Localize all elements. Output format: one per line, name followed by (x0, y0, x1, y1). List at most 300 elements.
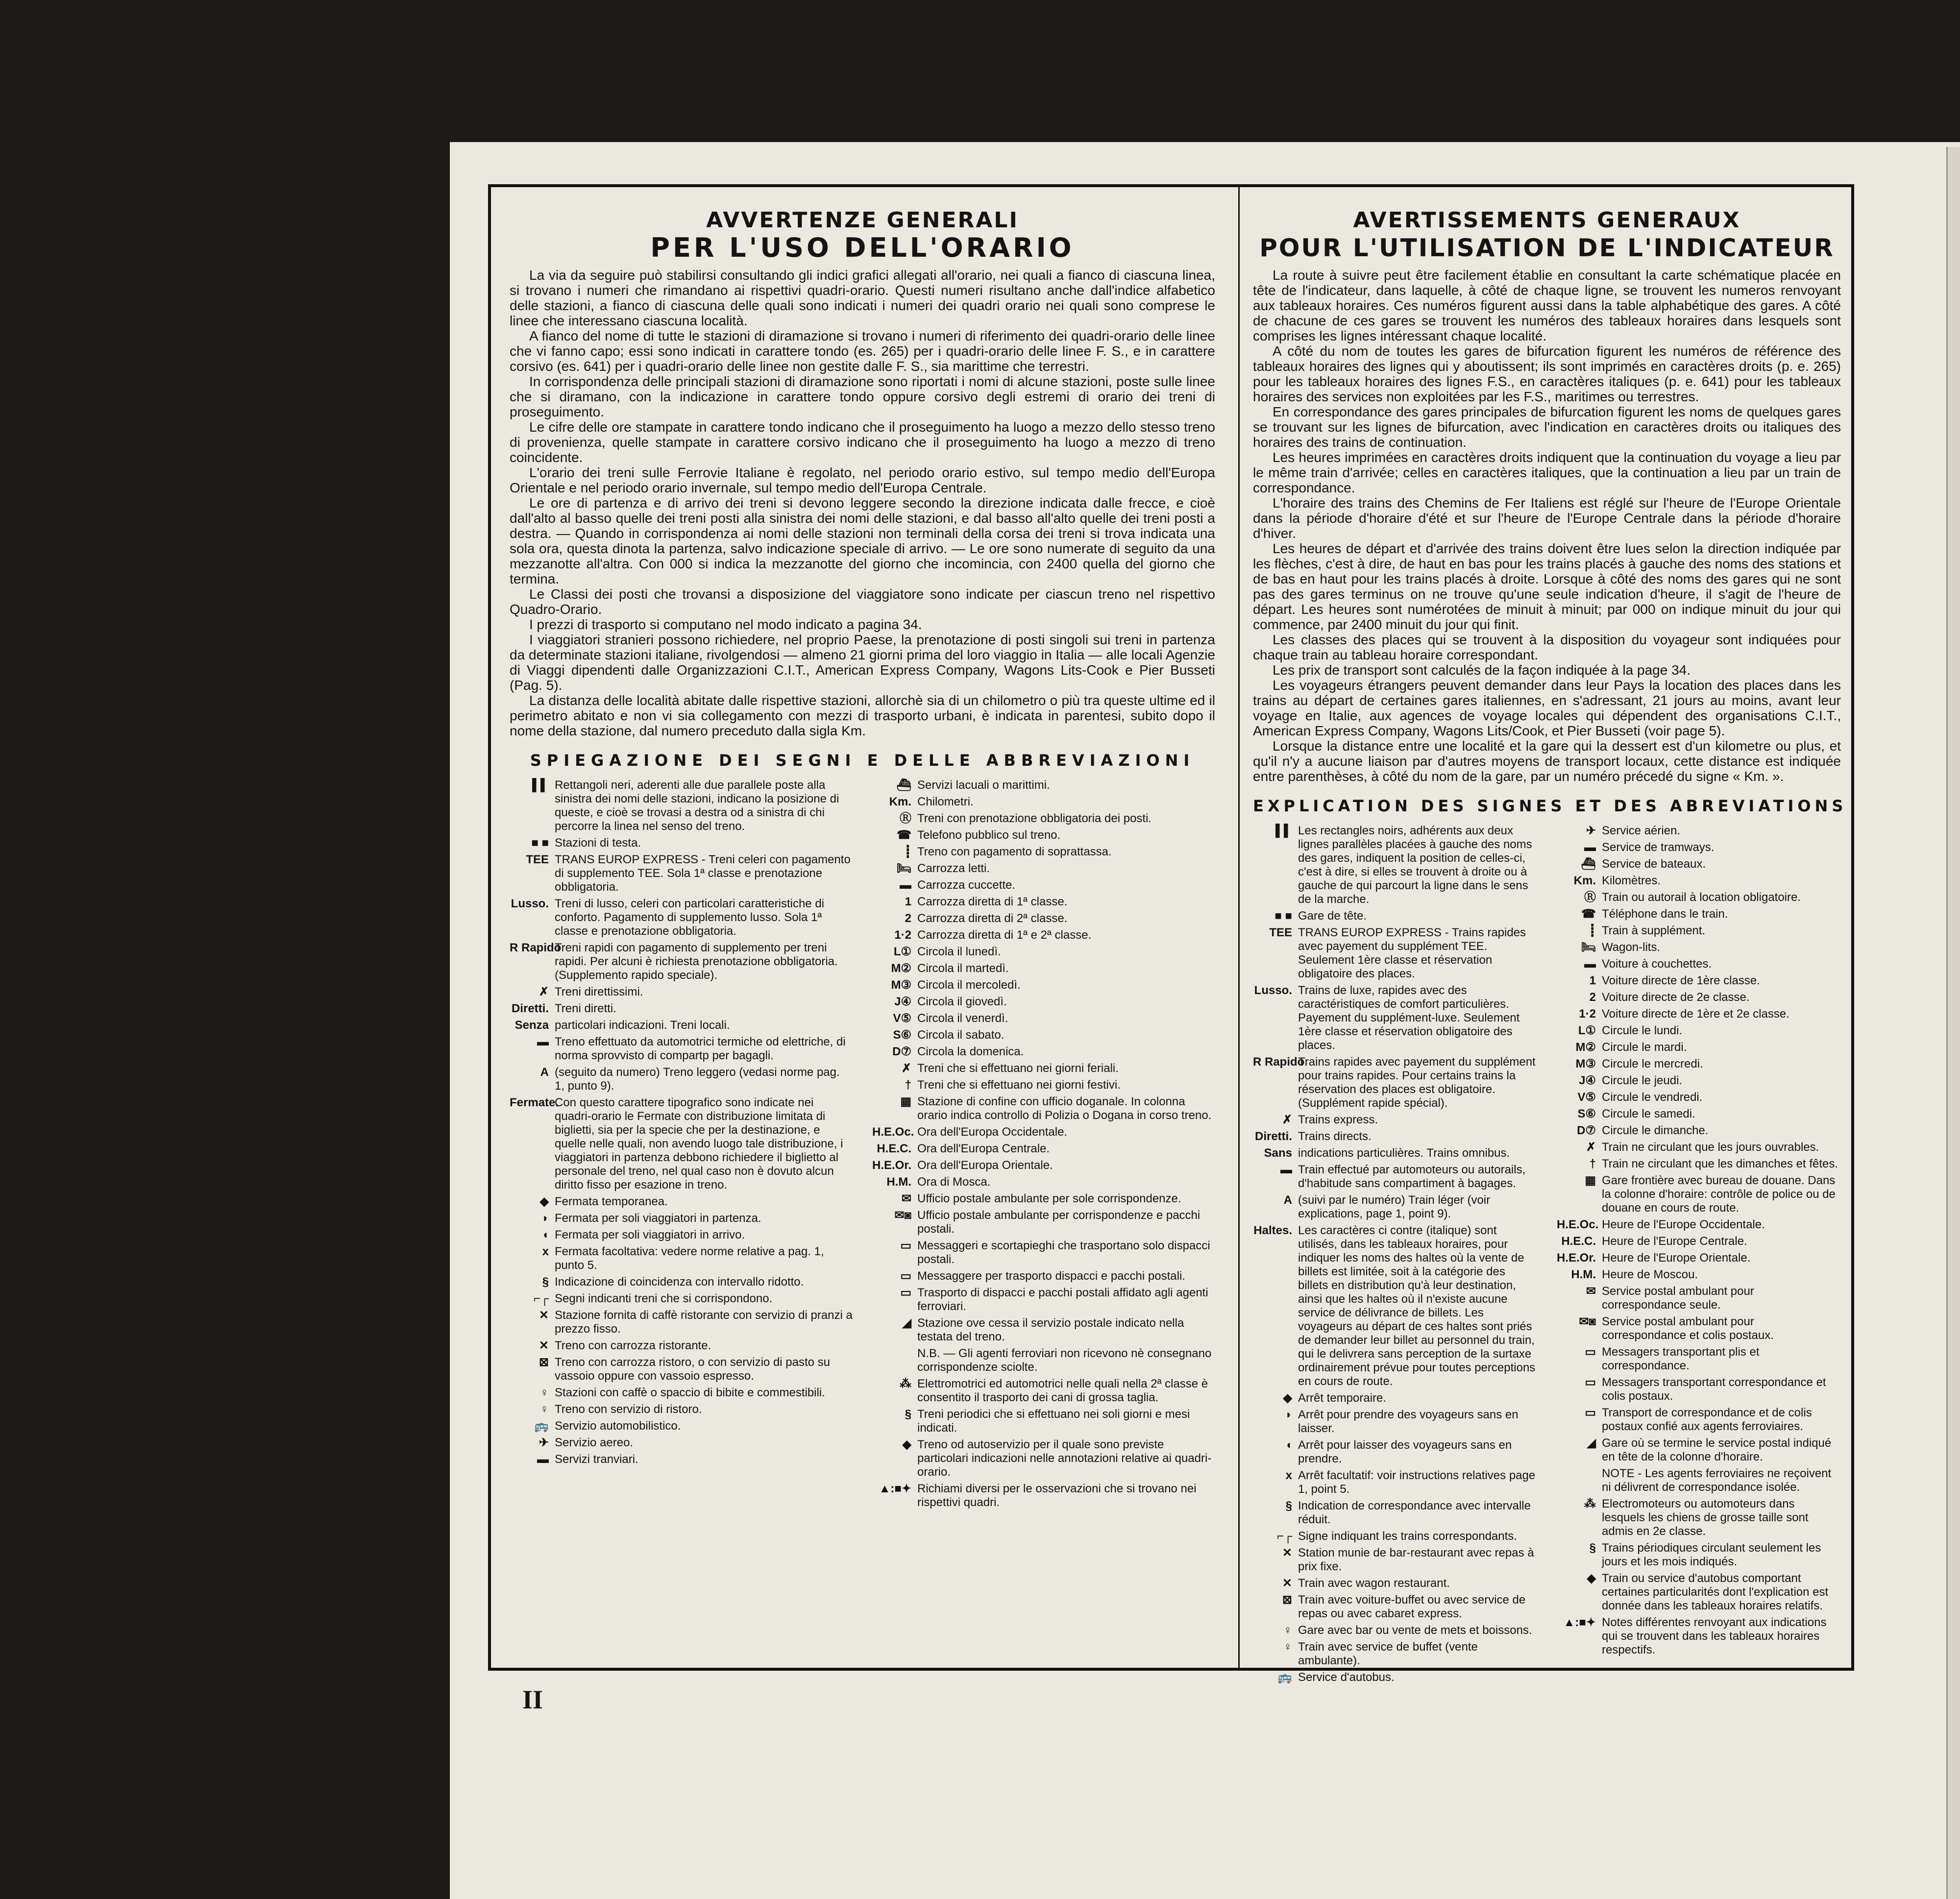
legend-text: Fermata temporanea. (555, 1195, 668, 1208)
legend-symbol: D⑦ (892, 1045, 911, 1058)
legend-item (872, 862, 1215, 876)
legend-symbol: ▲:■✦ (1563, 1616, 1596, 1629)
legend-item (872, 1192, 1215, 1206)
legend-symbol: § (542, 1275, 549, 1289)
legend-item (1557, 1174, 1841, 1215)
legend-symbol: ✕ (1282, 1577, 1292, 1590)
french-paragraphs (1253, 268, 1841, 784)
legend-text: Carrozza diretta di 1ª e 2ª classe. (917, 928, 1092, 942)
legend-text: Ufficio postale ambulante per sole corrispondenze. (917, 1192, 1181, 1205)
legend-symbol: ⊠ (539, 1356, 549, 1369)
legend-symbol: H.E.Oc. (872, 1125, 914, 1139)
legend-item (872, 978, 1215, 992)
timetable-page (450, 142, 1960, 1899)
legend-symbol: H.E.Or. (1557, 1251, 1596, 1265)
legend-symbol: Diretti. (1254, 1130, 1292, 1143)
legend-symbol: ⊠ (1282, 1593, 1292, 1607)
legend-symbol: ♀ (1283, 1640, 1292, 1654)
legend-item (510, 1309, 853, 1336)
legend-text: Servizio aereo. (555, 1436, 634, 1449)
legend-text: TRANS EUROP EXPRESS - Treni celeri con pagamento di supplemento TEE. Sola 1ª classe e prenotazione obbligatoria. (555, 853, 851, 894)
legend-item (1253, 824, 1537, 906)
legend-text: Elettromotrici ed automotrici nelle quali nella 2ª classe è consentito il trasporto dei cani di grossa taglia. (917, 1377, 1208, 1404)
legend-symbol: ✕ (1282, 1546, 1292, 1559)
legend-text: Carrozza cuccette. (917, 878, 1016, 892)
legend-item (1253, 1469, 1537, 1496)
legend-text: Gare de tête. (1298, 909, 1367, 923)
legend-text: Gare frontière avec bureau de douane. Dans la colonne d'horaire: contrôle de police ou de douane en cours de route. (1602, 1174, 1836, 1215)
legend-text: TRANS EUROP EXPRESS - Trains rapides avec payement du supplément TEE. Seulement 1ère classe et réservation obligatoire des places. (1298, 926, 1526, 980)
legend-text: Train effectué par automoteurs ou autorails, d'habitude sans compartiment à bagages. (1298, 1163, 1526, 1190)
legend-text: Kilomètres. (1602, 874, 1661, 887)
legend-text: Treno con carrozza ristoro, o con servizio di pasto su vassoio oppure con vassoio espresso. (555, 1356, 831, 1383)
legend-item (1557, 957, 1841, 971)
legend-text: Trains de luxe, rapides avec des caractéristiques de comfort particulières. Payement du supplément-luxe. Seulement 1ère classe et réservation obligatoire des places. (1298, 984, 1520, 1052)
legend-symbol: TEE (526, 853, 549, 866)
legend-text: Circule le mardi. (1602, 1041, 1687, 1054)
legend-text: Heure de Moscou. (1602, 1268, 1698, 1281)
legend-text: Signe indiquant les trains correspondants. (1298, 1530, 1517, 1543)
legend-symbol: ◗ (541, 1212, 549, 1225)
legend-text: Circola il giovedì. (917, 995, 1007, 1008)
legend-text: Segni indicanti treni che si corrispondono. (555, 1292, 773, 1305)
legend-item (872, 1347, 1215, 1374)
legend-item (510, 1275, 853, 1289)
legend-symbol: 2 (905, 912, 911, 925)
legend-symbol: ✉ (1586, 1285, 1596, 1298)
paragraph: L'orario dei treni sulle Ferrovie Italiane è regolato, nel periodo orario estivo, sul tempo medio dell'Europa Orientale e nel periodo orario invernale, sul tempo medio dell'Europa Centrale. (510, 465, 1215, 495)
legend-item (872, 845, 1215, 859)
legend-item (1253, 909, 1537, 923)
legend-text: Trains directs. (1298, 1130, 1372, 1143)
legend-symbol: ▬ (1280, 1163, 1292, 1176)
legend-item (872, 962, 1215, 975)
french-legend-left (1253, 824, 1537, 1687)
legend-item (872, 828, 1215, 842)
legend-symbol: ▬ (900, 878, 911, 892)
legend-symbol: ▌▌ (1275, 824, 1292, 837)
legend-symbol: ⁂ (1584, 1497, 1596, 1510)
legend-symbol: Sans (1264, 1146, 1292, 1160)
paragraph: La distanza delle località abitate dalle rispettive stazioni, allorchè sia di un chilometro o più tra queste ultime ed il perimetro abitato e non vi sia collegamento con mezzi di trasporto urbani, è indicata in parentesi, subito dopo il nome della stazione, dal numero preceduto dalla sigla Km. (510, 693, 1215, 738)
legend-symbol: ✉◙ (894, 1209, 911, 1222)
legend-text: Arrêt temporaire. (1298, 1391, 1387, 1405)
legend-text: Heure de l'Europe Orientale. (1602, 1251, 1751, 1265)
legend-text: particolari indicazioni. Treni locali. (555, 1019, 730, 1032)
paragraph: In corrispondenza delle principali stazioni di diramazione sono riportati i nomi di alcune stazioni, poste sulle linee che si diramano, con la indicazione in carattere tondo oppure corsivo degli estremi di orario dei treni di proseguimento. (510, 374, 1215, 419)
legend-symbol: ▭ (900, 1286, 911, 1299)
paragraph: Les heures de départ et d'arrivée des trains doivent être lues selon la direction indiquée par les flèches, c'est à dire, de haut en bas pour les trains placés à gauche des noms des stations et de bas en haut pour les trains placés à droite. Lorsque à côté des noms des gares qui ne sont pas des gares terminus on ne trouve qu'une seule indication d'heure, il s'agit de l'heure de départ. Les heures sont numérotées de minuit à minuit; par 000 on indique minuit du jour qui commence, par 2400 minuit du jour qui finit. (1253, 541, 1841, 632)
legend-item (1557, 1251, 1841, 1265)
legend-text: Trains rapides avec payement du supplément pour trains rapides. Pour certains trains la réservation des places est obligatoire.(Supplément rapide spécial). (1298, 1055, 1536, 1110)
legend-symbol: 1·2 (894, 928, 911, 942)
legend-item (872, 878, 1215, 892)
paragraph: Les voyageurs étrangers peuvent demander dans leur Pays la location des places dans les trains au départ de certaines gares italiennes, en s'adressant, 21 jours au moins, avant leur voyage en Italie, aux agences de voyage locales qui dépendent des organisations C.I.T., American Express Company, Wagons Lits/Cook, et Pier Busseti (voir page 5). (1253, 678, 1841, 738)
legend-symbol: ✉ (901, 1192, 911, 1205)
italian-title-line2: PER L'USO DELL'ORARIO (650, 232, 1075, 263)
legend-item (1557, 1616, 1841, 1657)
legend-item (1557, 991, 1841, 1004)
legend-item (1253, 1530, 1537, 1543)
legend-text: Arrêt facultatif: voir instructions relatives page 1, point 5. (1298, 1469, 1536, 1496)
legend-item (872, 1316, 1215, 1344)
legend-text: Stazioni con caffè o spaccio di bibite e commestibili. (555, 1386, 825, 1399)
legend-item (872, 1125, 1215, 1139)
legend-text: Circola il martedì. (917, 962, 1009, 975)
legend-text: Circola la domenica. (917, 1045, 1024, 1058)
legend-symbol: ◆ (1587, 1572, 1596, 1585)
legend-symbol: TEE (1269, 926, 1292, 939)
legend-item (1557, 1235, 1841, 1248)
legend-symbol: J④ (1579, 1074, 1596, 1087)
legend-item (1557, 1091, 1841, 1104)
legend-symbol: ◗ (1285, 1408, 1292, 1421)
legend-symbol: Senza (514, 1019, 549, 1032)
legend-item (1557, 1497, 1841, 1538)
legend-symbol: † (905, 1078, 911, 1092)
legend-symbol: ⌐┌ (533, 1292, 549, 1305)
legend-item (872, 1062, 1215, 1075)
legend-item (1253, 1577, 1537, 1590)
legend-item (1557, 1074, 1841, 1088)
legend-symbol: ⁂ (900, 1377, 911, 1390)
legend-symbol: † (1589, 1157, 1596, 1170)
legend-symbol: ▭ (1585, 1376, 1596, 1389)
legend-item (1557, 941, 1841, 954)
legend-symbol: ▦ (900, 1095, 911, 1108)
french-legend (1253, 824, 1841, 1687)
legend-item (510, 1228, 853, 1242)
legend-symbol: ⛴ (896, 779, 911, 792)
legend-item (872, 1377, 1215, 1405)
legend-symbol: 1 (1589, 974, 1596, 987)
legend-symbol (872, 1347, 917, 1374)
legend-symbol: ✗ (1586, 1141, 1596, 1154)
italian-legend-left (510, 779, 853, 1512)
legend-item (1253, 1593, 1537, 1621)
legend-text: Treni che si effettuano nei giorni feriali. (917, 1062, 1119, 1075)
legend-symbol: V⑤ (893, 1012, 911, 1025)
legend-text: N.B. — Gli agenti ferroviari non ricevono nè consegnano corrispondenze sciolte. (917, 1347, 1212, 1374)
legend-item (1253, 1055, 1537, 1110)
legend-item (1557, 1218, 1841, 1232)
legend-text: Treni rapidi con pagamento di supplemento per treni rapidi. Per alcuni è richiesta prenotazione obbligatoria. (Supplemento rapido speciale). (555, 941, 838, 982)
legend-text: Service postal ambulant pour correspondance seule. (1602, 1285, 1754, 1312)
legend-symbol: ■ ■ (1274, 909, 1292, 923)
legend-text: Voiture à couchettes. (1602, 957, 1712, 971)
legend-item (1557, 1107, 1841, 1121)
legend-item (510, 1453, 853, 1466)
legend-symbol: 🛏 (1581, 941, 1596, 954)
legend-text: Circule le dimanche. (1602, 1124, 1709, 1137)
paragraph: En correspondance des gares principales de bifurcation figurent les noms de quelques gares se trouvant sur les lignes de bifurcation, avec l'indication en caractères droits ou italiques des horaires des trains de continuation. (1253, 404, 1841, 450)
legend-item (1253, 1671, 1537, 1684)
paragraph: Le cifre delle ore stampate in carattere tondo indicano che il proseguimento ha luogo a mezzo dello stesso treno di provenienza, quelle stampate in carattere corsivo indicano che il proseguimento ha luogo a mezzo di treno coincidente. (510, 419, 1215, 465)
legend-symbol: ✗ (539, 985, 549, 998)
legend-item (1557, 1007, 1841, 1021)
legend-item (872, 928, 1215, 942)
paragraph: A fianco del nome di tutte le stazioni di diramazione si trovano i numeri di riferimento dei quadri-orario delle linee che vi fanno capo; essi sono indicati in carattere tondo (es. 265) per i quadri-orario delle linee F. S., e in carattere corsivo (es. 641) per i quadri-orario delle linee non gestite dalle F. S., sia marittime che terrestri. (510, 328, 1215, 374)
legend-item (510, 1356, 853, 1383)
legend-item (510, 941, 853, 982)
legend-text: Ora di Mosca. (917, 1175, 991, 1189)
legend-text: Heure de l'Europe Centrale. (1602, 1235, 1747, 1248)
legend-item (1557, 1541, 1841, 1569)
legend-item (1557, 1141, 1841, 1154)
legend-symbol: 2 (1589, 991, 1596, 1004)
legend-text: Trains périodiques circulant seulement les jours et les mois indiqués. (1602, 1541, 1821, 1568)
legend-item (872, 1045, 1215, 1059)
legend-symbol: M③ (1575, 1057, 1596, 1071)
legend-symbol: ✈ (1586, 824, 1596, 837)
legend-text: indications particulières. Trains omnibus. (1298, 1146, 1510, 1160)
legend-text: Treno con servizio di ristoro. (555, 1403, 702, 1416)
italian-paragraphs (510, 268, 1215, 738)
legend-item (1253, 1391, 1537, 1405)
legend-symbol: ☎ (897, 828, 911, 842)
legend-text: Service de bateaux. (1602, 857, 1706, 871)
legend-text: (seguito da numero) Treno leggero (vedasi norme pag. 1, punto 9). (555, 1066, 840, 1093)
legend-item (872, 812, 1215, 826)
legend-text: Voiture directe de 1ère classe. (1602, 974, 1760, 987)
legend-text: Fermata facoltativa: vedere norme relative a pag. 1, punto 5. (555, 1245, 824, 1272)
legend-text: Service de tramways. (1602, 841, 1715, 854)
legend-symbol: Ⓡ (900, 812, 911, 825)
legend-item (1557, 1041, 1841, 1054)
legend-text: Servizi lacuali o marittimi. (917, 779, 1050, 792)
legend-item (510, 1195, 853, 1209)
legend-symbol: R Rapido (510, 941, 562, 954)
legend-item (872, 1159, 1215, 1172)
legend-symbol: A (540, 1066, 549, 1079)
italian-column (510, 207, 1215, 1512)
legend-item (510, 779, 853, 833)
legend-symbol: Ⓡ (1584, 891, 1596, 904)
legend-text: Treno effettuato da automotrici termiche od elettriche, di norma sprovvisto di compartp per bagagli. (555, 1035, 846, 1062)
legend-symbol: ◖ (1285, 1438, 1292, 1452)
legend-symbol: M③ (891, 978, 911, 992)
legend-item (872, 1012, 1215, 1025)
paragraph: La via da seguire può stabilirsi consultando gli indici grafici allegati all'orario, nei quali a fianco di ciascuna linea, si trovano i numeri che rimandano ai rispettivi quadri-orario. Questi numeri risultano anche dall'indice alfabetico delle stazioni, a fianco di ciascuna delle quali sono indicati i numeri dei quadri orario nei quali sono comprese le linee che interessano ciascuna località. (510, 268, 1215, 328)
legend-text: Servizio automobilistico. (555, 1419, 681, 1433)
legend-text: Train ou service d'autobus comportant certaines particularités dont l'explication est donnée dans les tableaux horaires relatifs. (1602, 1572, 1829, 1612)
legend-text: Messagers transportant plis et correspondance. (1602, 1345, 1760, 1372)
legend-item (1253, 1130, 1537, 1144)
legend-text: Circule le vendredi. (1602, 1091, 1703, 1104)
legend-text: Electromoteurs ou automoteurs dans lesquels les chiens de grosse taille sont admis en 2e classe. (1602, 1497, 1809, 1538)
legend-item (510, 1436, 853, 1450)
legend-text: Train à supplément. (1602, 924, 1706, 937)
legend-item (872, 1209, 1215, 1236)
legend-text: Circola il sabato. (917, 1028, 1004, 1042)
legend-text: Treni diretti. (555, 1002, 616, 1015)
legend-text: Train avec service de buffet (vente ambulante). (1298, 1640, 1478, 1667)
legend-text: Treni periodici che si effettuano nei soli giorni e mesi indicati. (917, 1408, 1190, 1435)
legend-text: Les caractères ci contre (italique) sont utilisés, dans les tableaux horaires, pour indiquer les noms des haltes où la vente de billets est limitée, soit à la catégorie des billets en distribution qu'à leur destination, ainsi que les haltes où il n'existe aucune service de délivrance de billets. Les voyageurs au départ de ces haltes sont priés de demander leur billet au personnel du train, qui le delivrera sans perception de la surtaxe ordinairement prévue pour toutes perceptions en cours de route. (1298, 1224, 1536, 1388)
legend-symbol: ♀ (1283, 1624, 1292, 1637)
legend-item (510, 1292, 853, 1306)
legend-item (1557, 1436, 1841, 1464)
legend-text: Treni di lusso, celeri con particolari caratteristiche di conforto. Pagamento di supplemento lusso. Sola 1ª classe e prenotazione obbligatoria. (555, 897, 824, 938)
legend-text: Circule le jeudi. (1602, 1074, 1683, 1087)
legend-item (1253, 1408, 1537, 1436)
legend-symbol: ▭ (1585, 1406, 1596, 1419)
legend-item (1557, 1285, 1841, 1312)
legend-text: Train ou autorail à location obligatoire. (1602, 891, 1801, 904)
legend-symbol: § (1589, 1541, 1596, 1555)
legend-symbol: 1·2 (1579, 1007, 1596, 1021)
legend-symbol: 🚌 (1277, 1671, 1292, 1684)
legend-item (1253, 1438, 1537, 1466)
paragraph: Lorsque la distance entre une localité et la gare qui la dessert est d'un kilometre ou plus, et qu'il n'y a aucune liaison par d'autres moyens de transport locaux, cette distance est indiquée entre parenthèses, à côté du nom de la gare, par un numéro précedé du signe « Km. ». (1253, 738, 1841, 784)
legend-text: Treno con carrozza ristorante. (555, 1339, 711, 1352)
legend-item (1557, 924, 1841, 938)
legend-text: Treni con prenotazione obbligatoria dei posti. (917, 812, 1152, 825)
legend-symbol: ✕ (539, 1309, 549, 1322)
legend-item (510, 1386, 853, 1400)
legend-item (1557, 1024, 1841, 1038)
legend-symbol: Lusso. (1254, 984, 1292, 997)
legend-symbol: Lusso. (511, 897, 549, 910)
legend-text: Ora dell'Europa Occidentale. (917, 1125, 1068, 1139)
legend-item (872, 1095, 1215, 1122)
legend-item (872, 1142, 1215, 1156)
legend-symbol: ┋ (1589, 924, 1596, 937)
legend-text: NOTE - Les agents ferroviaires ne reçoivent ni délivrent de correspondance isolée. (1602, 1467, 1832, 1494)
legend-item (872, 795, 1215, 809)
legend-text: Circola il mercoledì. (917, 978, 1021, 992)
italian-legend (510, 779, 1215, 1512)
legend-symbol: H.M. (886, 1175, 911, 1189)
legend-item (872, 1028, 1215, 1042)
legend-symbol: Diretti. (511, 1002, 549, 1015)
legend-item (1557, 841, 1841, 854)
legend-symbol: L① (893, 945, 911, 958)
legend-text: Rettangoli neri, aderenti alle due parallele poste alla sinistra dei nomi delle stazioni, indicano la posizione di queste, e cioè se trovasi a destra od a sinistra di chi percorre la linea nel senso del treno. (555, 779, 839, 833)
legend-symbol: ✗ (901, 1062, 911, 1075)
legend-symbol: D⑦ (1577, 1124, 1596, 1137)
legend-item (510, 836, 853, 850)
legend-item (1557, 1268, 1841, 1282)
legend-symbol: ♀ (540, 1386, 549, 1399)
legend-item (1253, 1113, 1537, 1127)
legend-text: Stazioni di testa. (555, 836, 641, 850)
legend-text: Carrozza diretta di 1ª classe. (917, 895, 1068, 908)
legend-symbol: Km. (1573, 874, 1596, 887)
legend-text: Arrêt pour prendre des voyageurs sans en laisser. (1298, 1408, 1519, 1435)
legend-item (1253, 1640, 1537, 1668)
legend-symbol: ▬ (537, 1453, 549, 1466)
legend-item (510, 1419, 853, 1433)
legend-item (1557, 1345, 1841, 1373)
legend-item (1557, 1057, 1841, 1071)
legend-text: Transport de correspondance et de colis postaux confié aux agents ferroviaires. (1602, 1406, 1812, 1433)
legend-item (510, 1339, 853, 1353)
legend-text: Treni direttissimi. (555, 985, 643, 998)
french-legend-right (1557, 824, 1841, 1687)
legend-text: Fermata per soli viaggiatori in partenza. (555, 1212, 761, 1225)
legend-symbol: ◢ (902, 1316, 911, 1330)
legend-symbol: ⌐┌ (1276, 1530, 1292, 1543)
legend-text: Telefono pubblico sul treno. (917, 828, 1061, 842)
legend-symbol: H.M. (1571, 1268, 1596, 1281)
legend-item (872, 945, 1215, 959)
legend-symbol: ▬ (1584, 957, 1596, 971)
french-title-line2: POUR L'UTILISATION DE L'INDICATEUR (1259, 234, 1835, 262)
legend-symbol: Km. (889, 795, 911, 808)
legend-item (1557, 1572, 1841, 1613)
column-divider (1238, 187, 1240, 1668)
legend-item (872, 995, 1215, 1009)
legend-item (510, 1066, 853, 1093)
legend-text: Servizi tranviari. (555, 1453, 638, 1466)
legend-symbol: M② (891, 962, 911, 975)
legend-text: Gare avec bar ou vente de mets et boissons. (1298, 1624, 1532, 1637)
legend-item (1557, 1467, 1841, 1494)
legend-item (510, 1096, 853, 1192)
legend-text: Trains express. (1298, 1113, 1378, 1126)
legend-text: Treno od autoservizio per il quale sono previste particolari indicazioni nelle annotazioni relative ai quadri-orario. (917, 1438, 1212, 1479)
legend-symbol: 1 (905, 895, 911, 908)
legend-symbol: ⛴ (1581, 857, 1596, 871)
legend-item (510, 1035, 853, 1063)
italian-title (510, 207, 1215, 262)
legend-text: Indication de correspondance avec intervalle réduit. (1298, 1499, 1531, 1526)
legend-symbol: § (1285, 1499, 1292, 1512)
legend-symbol: ◆ (902, 1438, 911, 1451)
legend-symbol: ▦ (1585, 1174, 1596, 1187)
legend-text: Messaggere per trasporto dispacci e pacchi postali. (917, 1269, 1185, 1283)
legend-text: Carrozza letti. (917, 862, 990, 875)
legend-text: Richiami diversi per le osservazioni che si trovano nei rispettivi quadri. (917, 1482, 1197, 1509)
legend-item (1557, 1315, 1841, 1342)
french-legend-title: EXPLICATION DES SIGNES ET DES ABREVIATIONS (1253, 797, 1847, 815)
paragraph: I prezzi di trasporto si computano nel modo indicato a pagina 34. (529, 617, 922, 632)
legend-text: Carrozza diretta di 2ª classe. (917, 912, 1068, 925)
legend-symbol: H.E.Or. (872, 1159, 912, 1172)
legend-item (1557, 1376, 1841, 1403)
legend-item (510, 1019, 853, 1032)
legend-text: Gare où se termine le service postal indiqué en tête de la colonne d'horaire. (1602, 1436, 1832, 1463)
legend-item (510, 1403, 853, 1416)
next-page-edge (1946, 147, 1960, 1899)
legend-text: Circola il venerdì. (917, 1012, 1008, 1025)
italian-legend-right (872, 779, 1215, 1512)
legend-item (1557, 974, 1841, 988)
page-number: II (522, 1685, 543, 1714)
legend-text: Treno con pagamento di soprattassa. (917, 845, 1112, 858)
legend-text: Circule le mercredi. (1602, 1057, 1703, 1071)
legend-symbol: ✈ (539, 1436, 549, 1449)
legend-item (872, 1239, 1215, 1266)
legend-symbol: ▌▌ (532, 779, 549, 792)
legend-symbol: H.E.Oc. (1557, 1218, 1599, 1231)
legend-item (510, 1245, 853, 1272)
legend-item (1557, 907, 1841, 921)
legend-text: Messaggeri e scortapieghi che trasportano solo dispacci postali. (917, 1239, 1210, 1266)
legend-text: Service aérien. (1602, 824, 1681, 837)
legend-text: Indicazione di coincidenza con intervallo ridotto. (555, 1275, 804, 1289)
italian-title-line1: AVVERTENZE GENERALI (706, 208, 1019, 233)
legend-item (1253, 984, 1537, 1052)
legend-text: Service d'autobus. (1298, 1671, 1395, 1684)
legend-text: Stazione fornita di caffè ristorante con servizio di pranzi a prezzo fisso. (555, 1309, 853, 1336)
legend-symbol: H.E.C. (1561, 1235, 1596, 1248)
legend-symbol: ■ ■ (531, 836, 549, 850)
legend-text: Ora dell'Europa Centrale. (917, 1142, 1050, 1155)
legend-symbol: S⑥ (893, 1028, 911, 1042)
legend-symbol: x (542, 1245, 549, 1258)
